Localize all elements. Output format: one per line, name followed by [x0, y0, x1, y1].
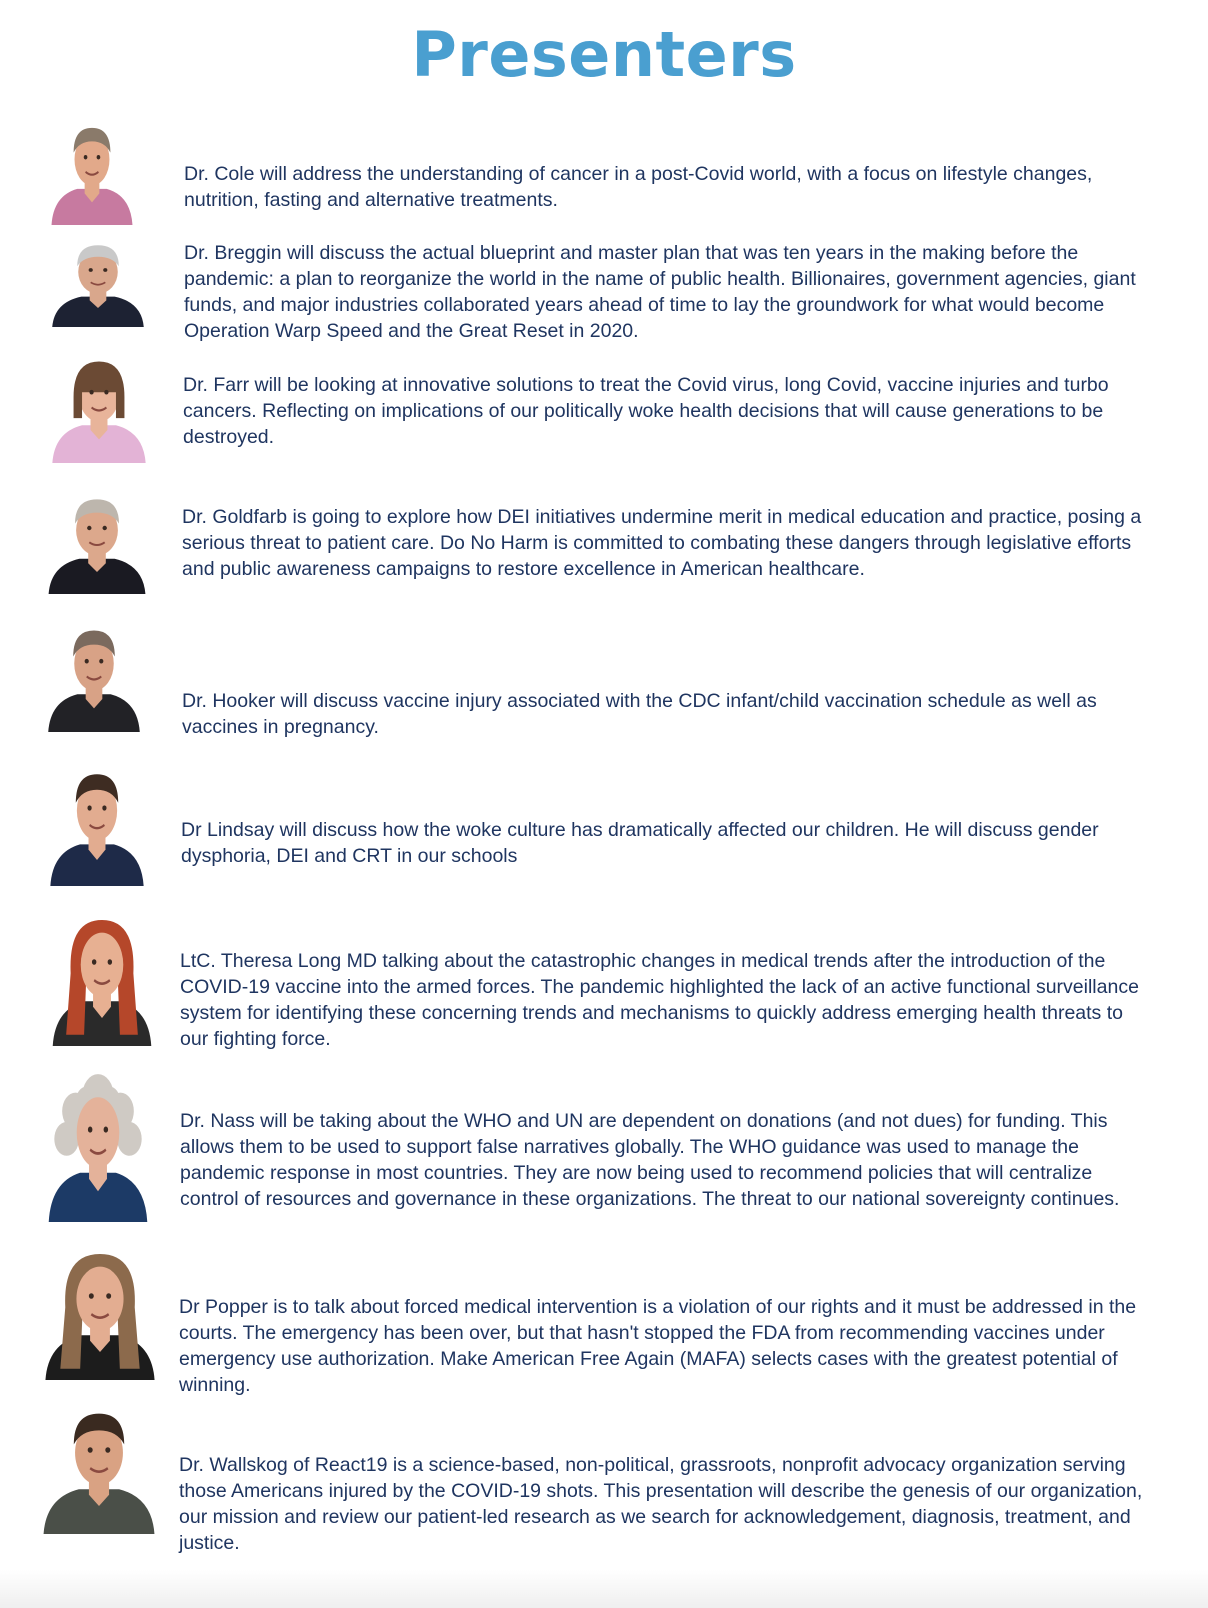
presenter-bio: Dr Lindsay will discuss how the woke culture has dramatically affected our children. He will discuss gender dysphoria, DEI and CRT in our schools: [181, 819, 1099, 867]
presenter-bio: LtC. Theresa Long MD talking about the catastrophic changes in medical trends after the introduction of the COVID-19 vaccine into the armed forces. The pandemic highlighted the lack of an active functional surveillance system for identifying these concerning trends and mechanisms to quickly address emerging health threats to our fighting force.: [180, 950, 1139, 1050]
presenter-photo: [36, 1394, 162, 1534]
presenter-photo: [38, 1240, 162, 1380]
page-title: Presenters: [411, 18, 797, 91]
presenter-photo: [46, 232, 150, 327]
presenter-bio: Dr. Wallskog of React19 is a science-based, non-political, grassroots, nonprofit advocacy organization serving those Americans injured by the COVID-19 shots. This presentation will describe the genesis of our organization, our mission and review our patient-led research as we search for acknowledgement, diagnosis, treatment, and justice.: [179, 1454, 1143, 1554]
presenter-photo: [42, 484, 152, 594]
presenter-photo: [42, 1068, 154, 1222]
presenter-photo: [44, 756, 150, 886]
page-footer-band: [0, 1570, 1208, 1608]
presenter-bio: Dr. Nass will be taking about the WHO and UN are dependent on donations (and not dues) for funding. This allows them to be used to support false narratives globally. The WHO guidance was used to manage the pandemic response in most countries. They are now being used to recommend policies that will centralize control of resources and governance in these organizations. The threat to our national sovereignty continues.: [180, 1110, 1120, 1210]
presenter-bio: Dr Popper is to talk about forced medical intervention is a violation of our rights and it must be addressed in the courts. The emergency has been over, but that hasn't stopped the FDA from recommending vaccines under emergency use authorization. Make American Free Again (MAFA) selects cases with the greatest potential of winning.: [179, 1296, 1137, 1396]
presenter-bio: Dr. Cole will address the understanding of cancer in a post-Covid world, with a focus on lifestyle changes, nutrition, fasting and alternative treatments.: [184, 163, 1093, 211]
presenter-photo: [46, 906, 158, 1046]
presenter-bio: Dr. Farr will be looking at innovative solutions to treat the Covid virus, long Covid, vaccine injuries and turbo cancers. Reflecting on implications of our politically woke health decisions that will cause generations to be destroyed.: [183, 374, 1109, 448]
presenter-photo: [46, 345, 152, 463]
presenter-bio: Dr. Hooker will discuss vaccine injury associated with the CDC infant/child vaccination schedule as well as vaccines in pregnancy.: [182, 690, 1097, 738]
presenter-bio: Dr. Goldfarb is going to explore how DEI initiatives undermine merit in medical education and practice, posing a serious threat to patient care. Do No Harm is committed to combating these dangers through legislative efforts and public awareness campaigns to restore excellence in American healthcare.: [182, 506, 1142, 580]
presenter-photo: [46, 112, 138, 225]
presenter-bio: Dr. Breggin will discuss the actual blueprint and master plan that was ten years in the making before the pandemic: a plan to reorganize the world in the name of public health. Billionaires, government agencies, giant funds, and major industries collaborated years ahead of time to lay the groundwork for what would become Operation Warp Speed and the Great Reset in 2020.: [184, 242, 1136, 342]
presenter-photo: [42, 614, 146, 732]
